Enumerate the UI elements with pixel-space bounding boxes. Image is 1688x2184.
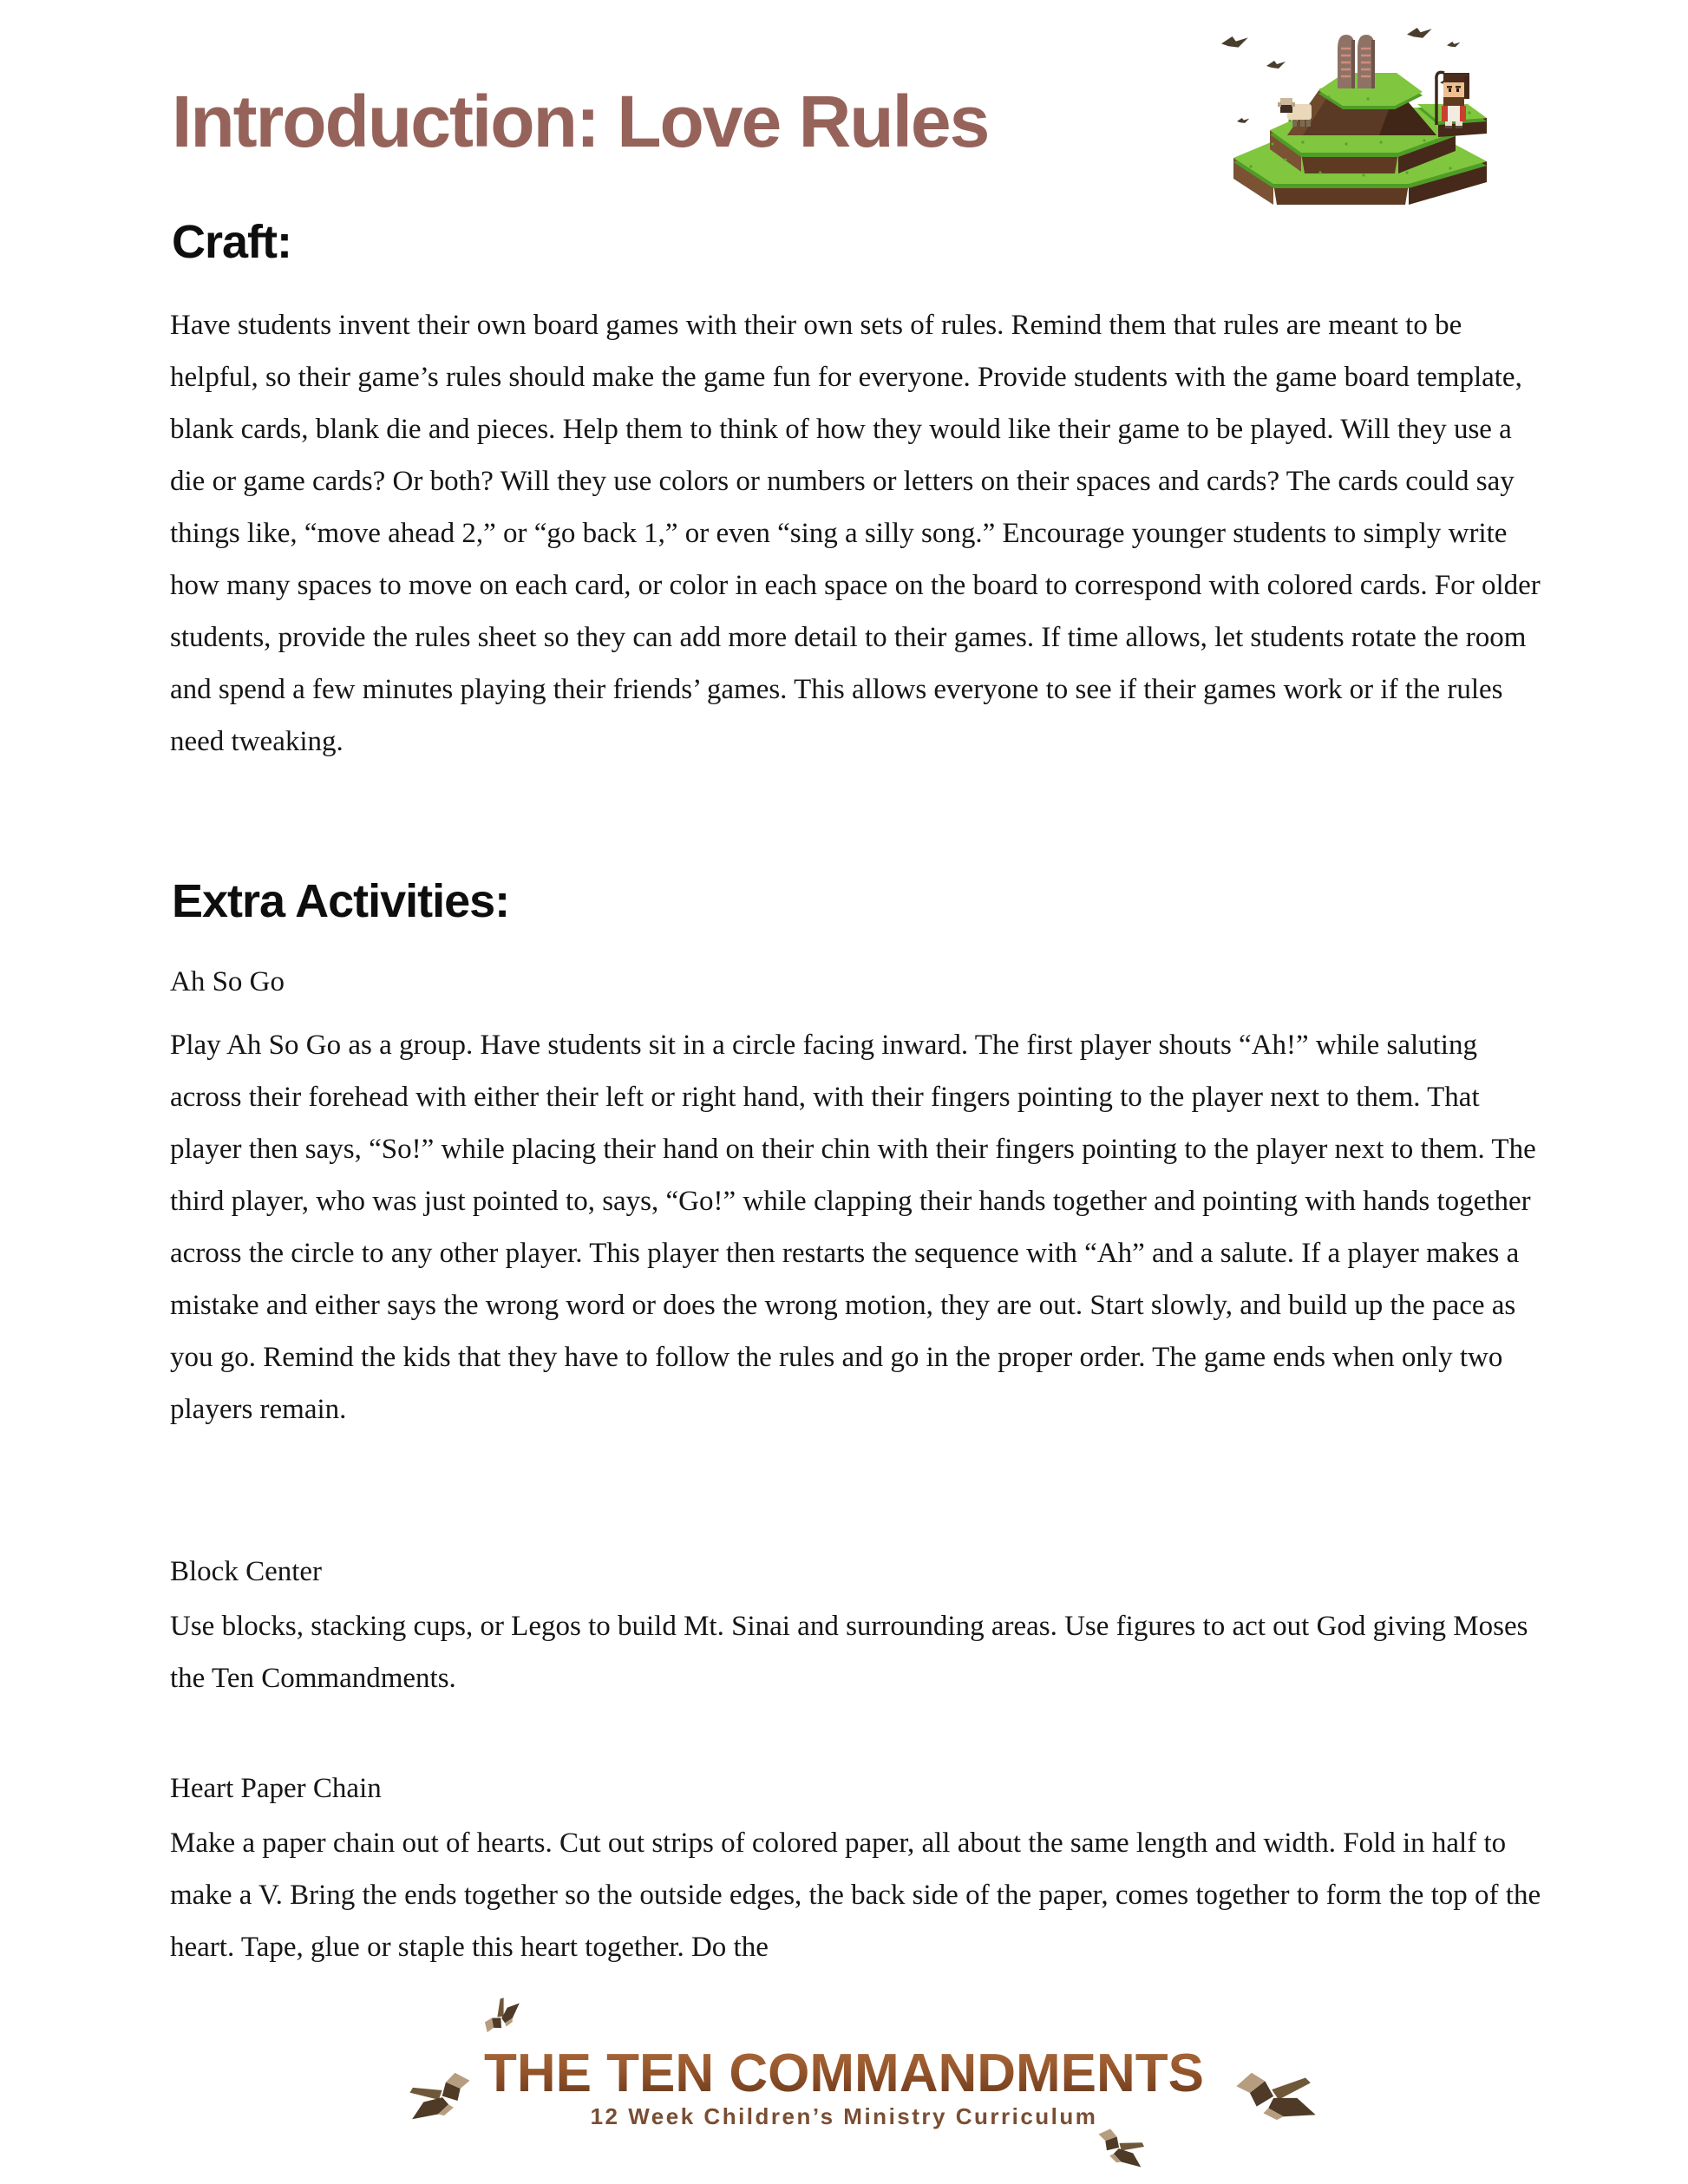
activity-name-block-center: Block Center: [170, 1556, 323, 1587]
craft-paragraph: Have students invent their own board games with their own sets of rules. Remind them that rules are meant to be helpful, so their game’s rules should make the game fun for everyone. Provide students with the game board template, blank cards, blank die and pieces. Help them to think of how they would like their game to be played. Will they use a die or game cards? Or both? Will they use colors or numbers or letters on their spaces and cards? The cards could say things like, “move ahead 2,” or “go back 1,” or even “sing a silly song.” Encourage younger students to simply write how many spaces to move on each card, or color in each space on the board to correspond with colored cards. For older students, provide the rules sheet so they can add more detail to their games. If time allows, let students rotate the room and spend a few minutes playing their friends’ games. This allows everyone to see if their games work or if the rules need tweaking.: [170, 310, 1541, 757]
sheep-icon: [1278, 98, 1312, 127]
origami-bird-icon: [1233, 2064, 1320, 2123]
mount-sinai-scene-icon: [1190, 12, 1502, 205]
footer-brand-subtitle: 12 Week Children’s Ministry Curriculum: [590, 2103, 1098, 2129]
extra-activities-heading: Extra Activities:: [172, 875, 510, 927]
activity-name-ah-so-go: Ah So Go: [170, 966, 285, 997]
page-title: Introduction: Love Rules: [172, 81, 989, 162]
origami-bird-icon: [470, 1986, 530, 2046]
activity-body-heart-paper-chain: Make a paper chain out of hearts. Cut out strips of colored paper, all about the same length and width. Fold in half to make a V. Bring the ends together so the outside edges, the back side of the paper, comes together to form the top of the heart. Tape, glue or staple this heart together. Do the: [170, 1828, 1541, 1963]
activity-name-heart-paper-chain: Heart Paper Chain: [170, 1773, 382, 1804]
activity-body-block-center: Use blocks, stacking cups, or Legos to build Mt. Sinai and surrounding areas. Use figures to act out God giving Moses the Ten Commandments.: [170, 1611, 1528, 1694]
craft-heading: Craft:: [172, 216, 291, 268]
footer-brand-title: THE TEN COMMANDMENTS: [0, 2047, 1688, 2101]
activity-body-ah-so-go: Play Ah So Go as a group. Have students sit in a circle facing inward. The first player shouts “Ah!” while saluting across their forehead with either their left or right hand, with their fingers pointing to the player next to them. That player then says, “So!” while placing their hand on their chin with their fingers pointing to the player next to them. The third player, who was just pointed to, says, “Go!” while clapping their hands together and pointing with hands together across the circle to any other player. This player then restarts the sequence with “Ah” and a salute. If a player makes a mistake and either says the wrong word or does the wrong motion, they are out. Start slowly, and build up the pace as you go. Remind the kids that they have to follow the rules and go in the proper order. The game ends when only two players remain.: [170, 1030, 1536, 1425]
mount-sinai-illustration: [1190, 12, 1502, 205]
